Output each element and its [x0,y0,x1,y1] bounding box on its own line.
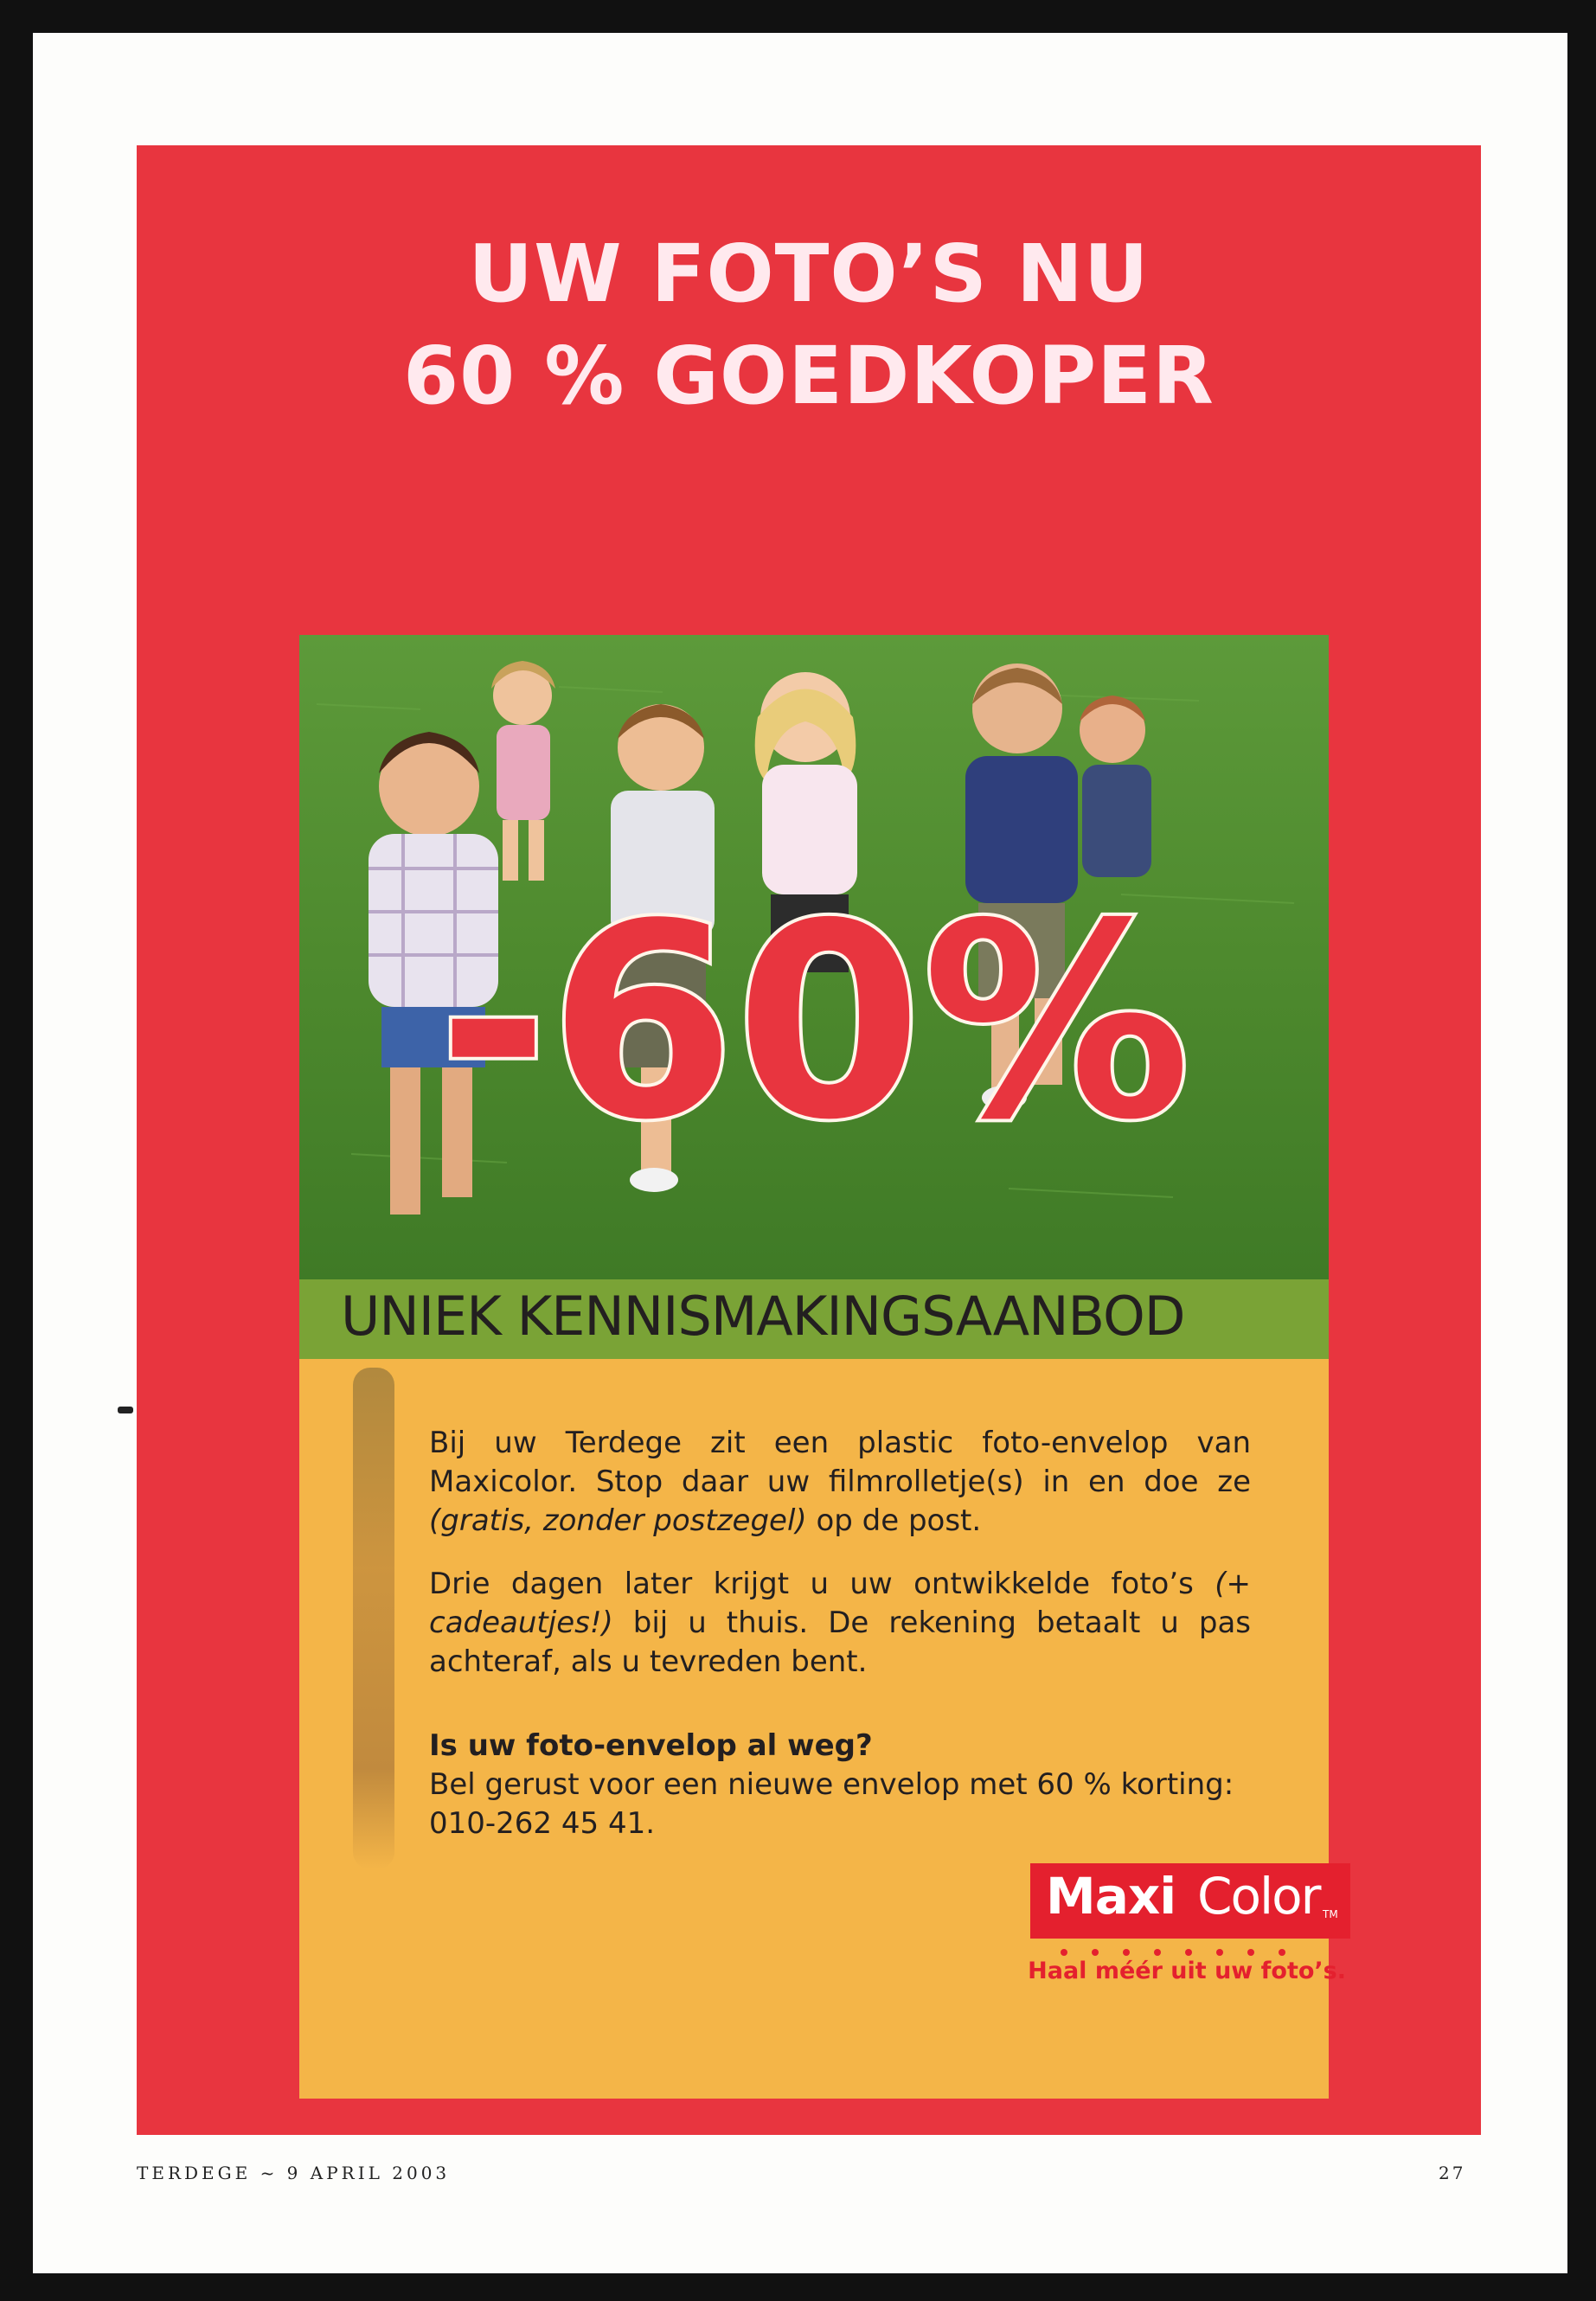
discount-badge [438,867,1191,1179]
paragraph-delivery [429,1565,1251,1682]
offer-panel [299,1359,1346,2099]
headline-line-2: 60 % GOEDKOPER [403,330,1215,422]
paragraph-envelope-start: Bij uw Terdege zit een plastic foto-envelop van Maxicolor. Stop daar uw filmrolletje(s) in en doe ze [429,1426,1251,1499]
logo-maxi: Maxi [1046,1867,1176,1926]
scan-border-left [0,0,33,2301]
scan-border-top [0,0,1596,33]
headline [137,223,1481,427]
logo-trademark: TM [1323,1908,1338,1920]
paragraph-delivery-start: Drie dagen later krijgt u uw ontwikkelde foto’s [429,1567,1215,1601]
logo-color: Color [1197,1867,1320,1926]
paragraph-delivery-italic: (+ cadeautjes!) [429,1567,1251,1640]
offer-banner-text: UNIEK KENNISMAKINGSAANBOD [341,1285,1185,1348]
magazine-page [33,33,1567,2273]
children-photo [299,635,1329,1279]
paragraph-delivery-end: bij u thuis. De rekening betaalt u pas achteraf, als u tevreden bent. [429,1606,1251,1679]
page-number: 27 [1439,2163,1466,2183]
scan-mark [118,1407,133,1413]
question-heading: Is uw foto-envelop al weg? [429,1728,873,1763]
scan-border-right [1567,0,1596,2301]
paragraph-envelope [429,1424,1251,1541]
paragraph-envelope-end: op de post. [806,1503,982,1538]
scan-border-bottom [0,2273,1596,2301]
phone-paragraph: Bel gerust voor een nieuwe envelop met 60 % korting: 010-262 45 41. [429,1767,1234,1841]
slogan: Haal méér uit uw foto’s. [1028,1958,1346,1984]
child-figure [1080,695,1151,877]
photo-illustration [299,635,1329,1279]
glue-strip [353,1368,394,1869]
offer-text [429,1424,1251,1868]
paragraph-envelope-italic: (gratis, zonder postzegel) [429,1503,807,1538]
discount-badge-text: -60% [438,867,1191,1179]
maxicolor-logo [1030,1863,1350,1939]
offer-banner [299,1279,1329,1359]
footer-publication: TERDEGE ~ 9 APRIL 2003 [137,2163,451,2183]
logo-dots [1061,1943,1346,1950]
headline-line-1: UW FOTO’S NU [468,228,1150,320]
advertisement [137,145,1481,2135]
